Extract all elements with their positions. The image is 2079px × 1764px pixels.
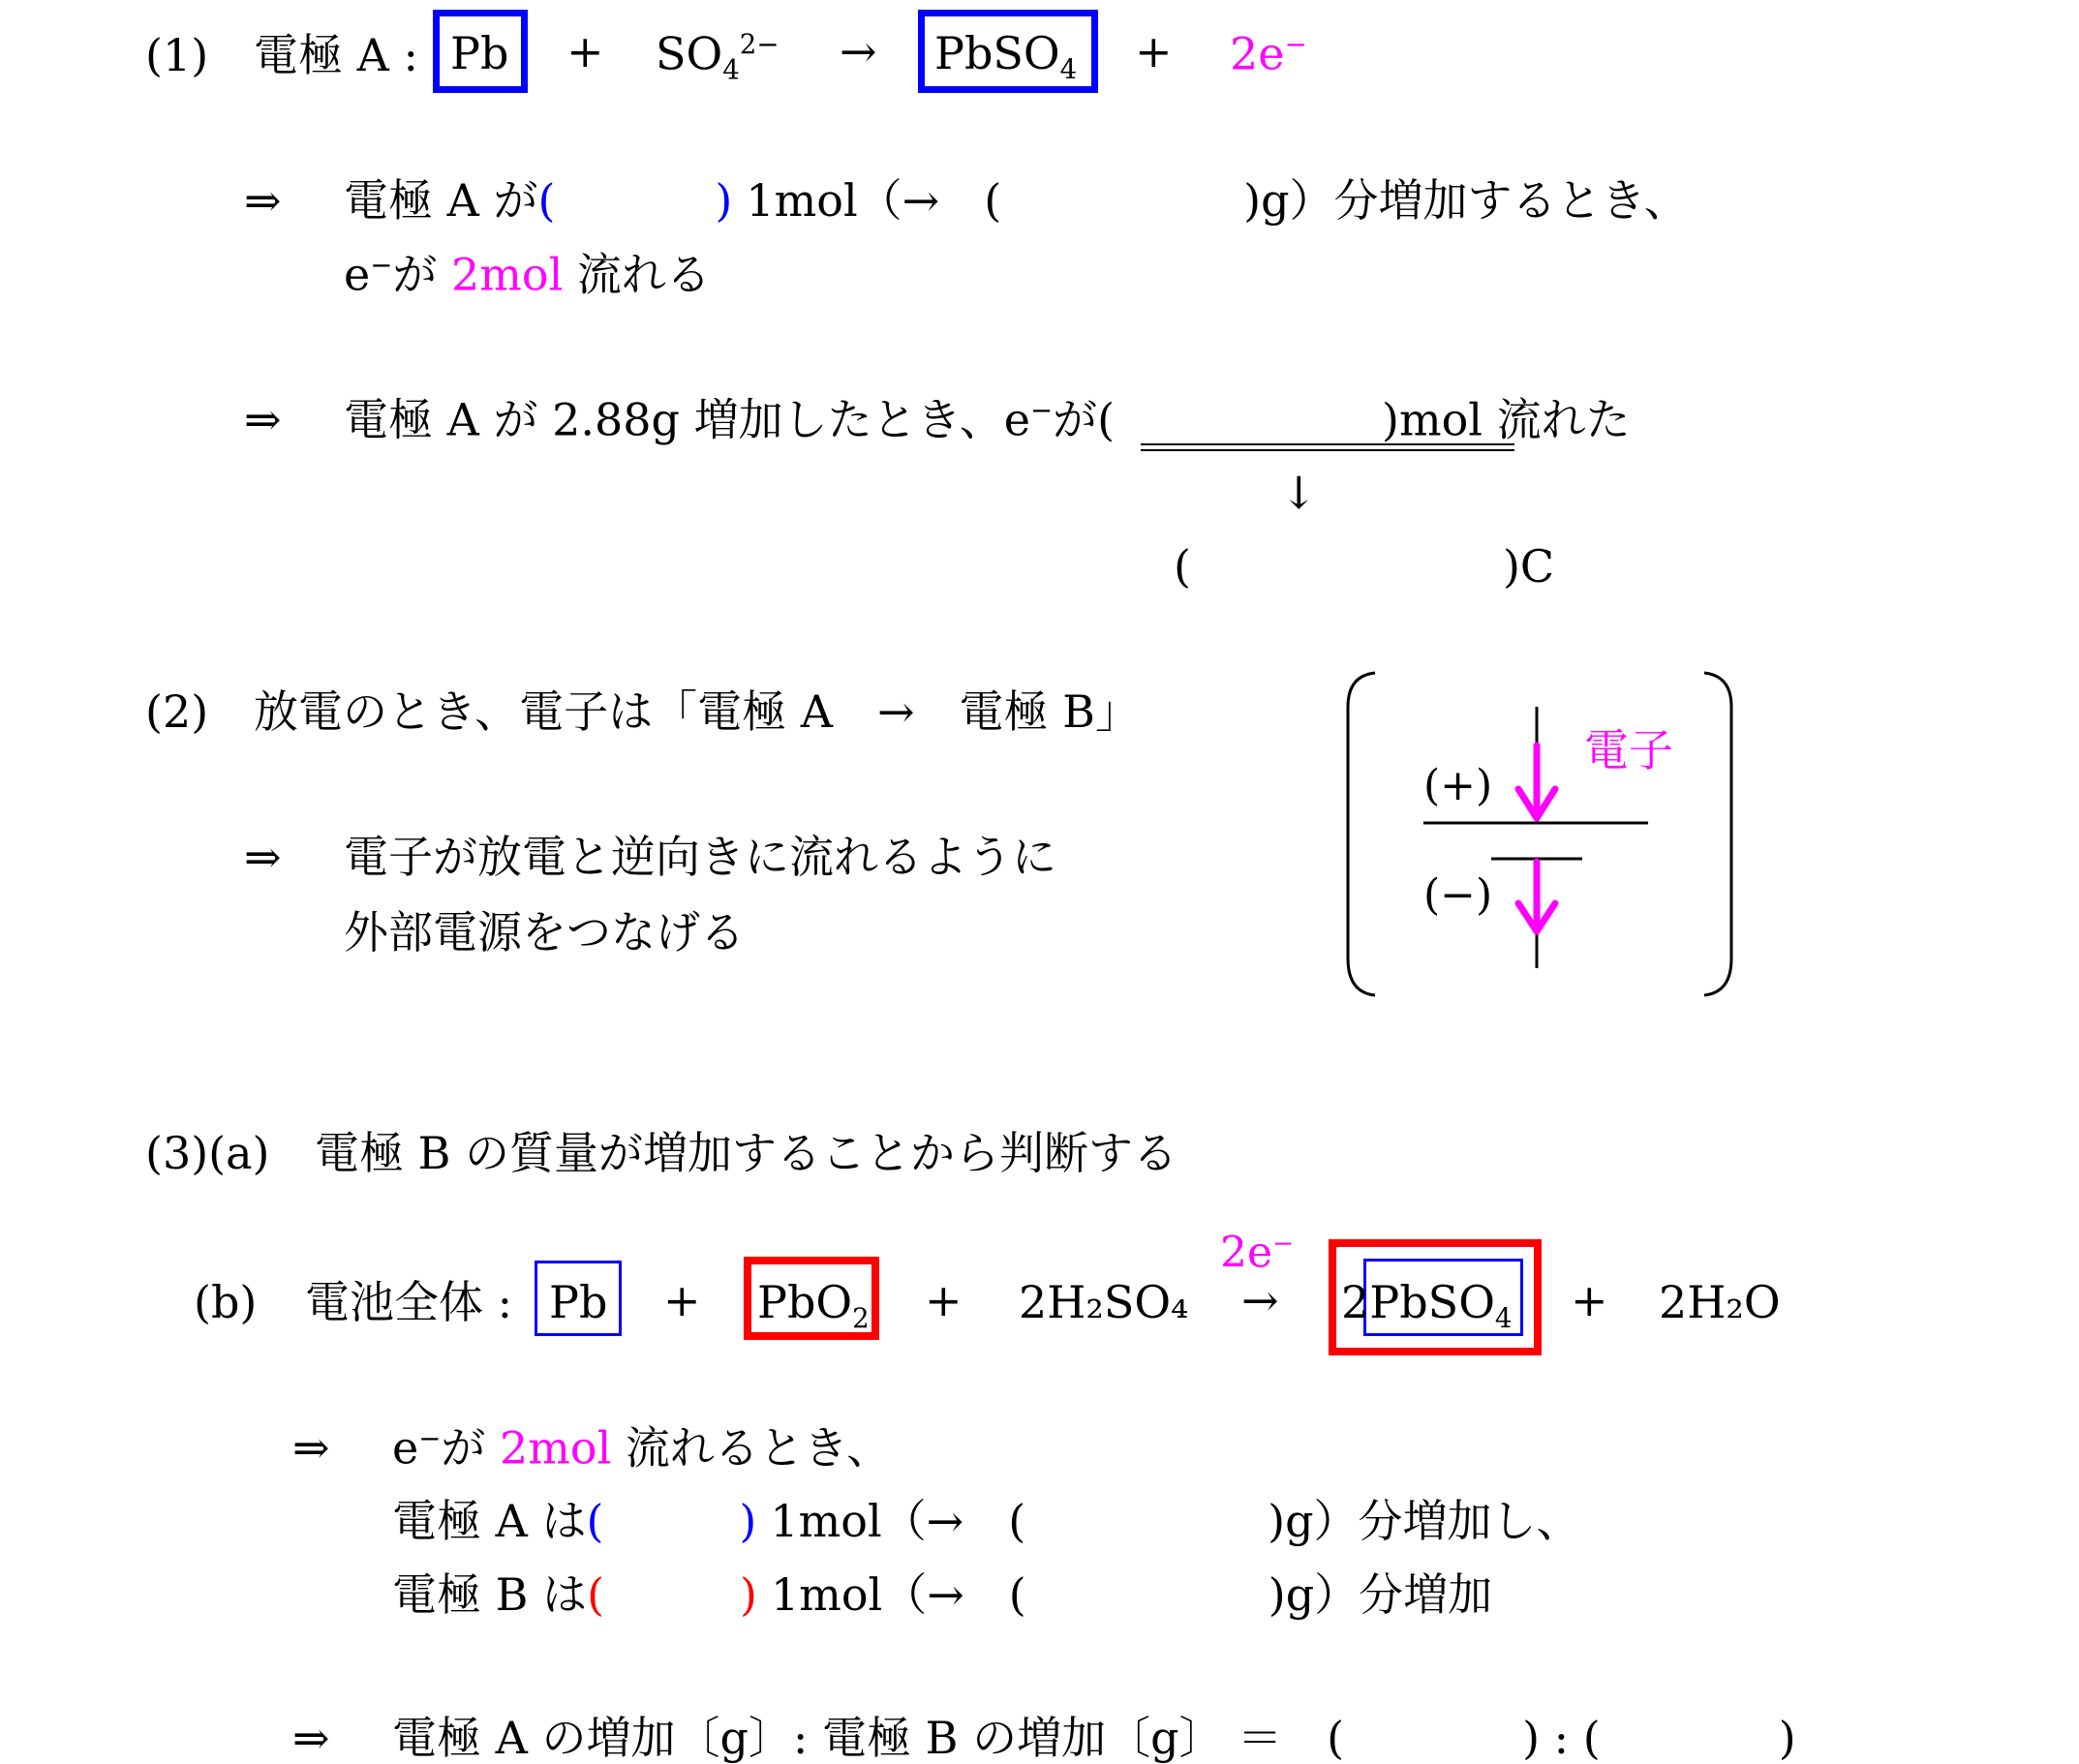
q1-electrode-label: 電極 A :: [254, 29, 418, 81]
electron-arrow-bottom: [1518, 862, 1555, 931]
plus-sign: +: [1571, 1274, 1608, 1326]
cell-overall-label: 電池全体 :: [305, 1276, 513, 1328]
mol-blank: ( )mol: [1097, 393, 1483, 446]
q3a-text: 電極 B の質量が増加することから判断する: [315, 1127, 1178, 1179]
electron-label: 電子: [1584, 724, 1673, 776]
q3b-label: (b): [194, 1276, 258, 1328]
plus-sign: +: [925, 1274, 963, 1326]
pbo2-text: PbO$_2$: [757, 1276, 870, 1335]
q2-label: (2): [145, 685, 209, 738]
electron-arrow-top: [1518, 745, 1555, 818]
q2-line1: 電子が放電と逆向きに流れるように: [344, 831, 1056, 883]
right-bracket: [1704, 673, 1731, 995]
pbso4-base: PbSO: [934, 27, 1060, 79]
q3a-label: (3)(a): [145, 1127, 270, 1179]
arrow-prefix: ⇒: [244, 174, 282, 227]
so4-sup: 2−: [739, 28, 780, 60]
reaction-arrow: →: [1241, 1274, 1279, 1326]
coulomb-blank: ( )C: [1174, 540, 1555, 593]
arrow-prefix: ⇒: [244, 393, 282, 445]
arrow-prefix: ⇒: [244, 831, 282, 883]
plus-sign: +: [1135, 25, 1173, 77]
electron-label: 2e−: [1220, 1228, 1295, 1278]
battery-diagram: [1336, 668, 1743, 1007]
blank-close-paren: ): [740, 1568, 757, 1621]
pbso4-text: [934, 27, 1078, 86]
q2-text: 放電のとき、電子は「電極 A → 電極 B」: [254, 685, 1140, 738]
negative-terminal-label: (−): [1423, 870, 1493, 920]
blank-close-paren: ): [715, 174, 733, 227]
left-bracket: [1348, 673, 1375, 995]
electron-count: 2e−: [1230, 27, 1307, 80]
blank-open-paren: (: [586, 1495, 604, 1547]
reaction-arrow: →: [840, 25, 877, 77]
pb-text: Pb: [450, 27, 509, 79]
arrow-prefix: ⇒: [292, 1421, 330, 1474]
q1-label: (1): [145, 29, 209, 81]
arrow-prefix: ⇒: [292, 1712, 330, 1764]
mass-ratio-line: 電極 A の増加〔g〕: 電極 B の増加〔g〕 ＝ ( ) : ( ): [392, 1712, 1796, 1764]
so4-sub: 4: [722, 53, 740, 86]
q2-line2: 外部電源をつなげる: [344, 906, 745, 958]
q1-line2: e−が 2mol 流れる: [344, 248, 711, 301]
q1-line1: 電極 A が( ) 1mol（→ ( )g）分増加するとき、: [344, 174, 1689, 227]
so4-base: SO: [656, 27, 723, 80]
blank-open-paren: (: [537, 174, 556, 227]
pb-text: Pb: [549, 1276, 608, 1328]
plus-sign: +: [566, 25, 604, 77]
positive-terminal-label: (+): [1423, 761, 1493, 810]
q1-line3: 電極 A が 2.88g 増加したとき、e−が( )mol 流れた: [344, 393, 1631, 446]
plus-sign: +: [663, 1274, 701, 1326]
blank-close-paren: ): [739, 1495, 757, 1547]
down-arrow: ↓: [1280, 467, 1318, 519]
q3-electrode-a-line: 電極 A は( ) 1mol（→ ( )g）分増加し、: [392, 1495, 1581, 1547]
pbso4-sub: 4: [1059, 53, 1078, 86]
q3-electrode-b-line: 電極 B は( ) 1mol（→ ( )g）分増加: [392, 1568, 1493, 1621]
pbso4-text: 2PbSO$_4$: [1341, 1276, 1513, 1335]
q3-flow-line: e−が 2mol 流れるとき、: [392, 1421, 892, 1475]
double-underline: [1141, 449, 1514, 451]
sulfuric-acid: 2H₂SO₄: [1019, 1276, 1189, 1328]
double-underline: [1141, 443, 1514, 445]
so4-ion: [656, 27, 780, 86]
blank-open-paren: (: [587, 1568, 605, 1621]
water: 2H₂O: [1659, 1276, 1781, 1328]
